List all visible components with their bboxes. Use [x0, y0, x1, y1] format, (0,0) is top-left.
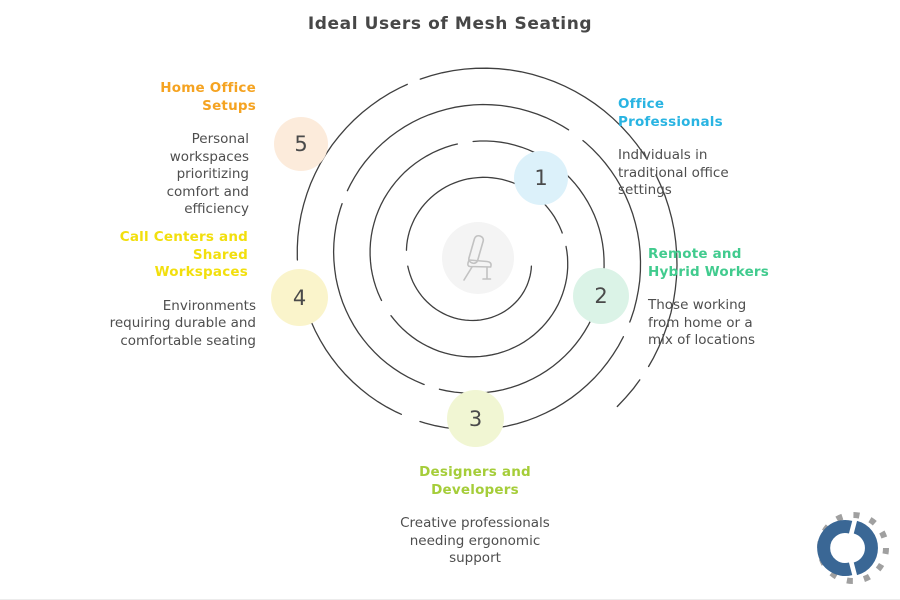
page-title: Ideal Users of Mesh Seating [307, 14, 593, 34]
center-node [442, 222, 514, 294]
label-remote-hybrid-workers [648, 246, 793, 350]
logo-left-arc [824, 527, 851, 570]
label-call-centers-shared-workspaces [108, 229, 256, 350]
label-designers-developers [395, 464, 555, 568]
step-number: 1 [534, 166, 548, 190]
item-description: Environments requiring durable and comfortable seating [109, 297, 256, 349]
label-home-office-setups [141, 80, 256, 219]
item-title: Designers and Developers [419, 464, 531, 498]
item-title: Office Professionals [618, 96, 723, 130]
step-bubble-2 [573, 268, 629, 324]
step-bubble-3 [447, 390, 504, 447]
step-number: 3 [468, 406, 483, 431]
bubble-tail [318, 265, 332, 279]
brand-logo [812, 506, 894, 590]
bubble-tail [508, 195, 522, 209]
step-bubble-4 [271, 269, 328, 326]
step-bubble-1 [514, 151, 568, 205]
label-office-professionals [618, 96, 746, 200]
step-number: 4 [292, 285, 307, 310]
bubble-tail [469, 374, 483, 388]
bubble-tail [568, 265, 582, 279]
item-description: Personal workspaces prioritizing comfort and efficiency [166, 131, 249, 217]
item-description: Those working from home or a mix of locations [648, 297, 756, 348]
item-title: Call Centers and Shared Workspaces [119, 229, 248, 280]
step-number: 5 [294, 132, 308, 156]
step-number: 2 [594, 284, 608, 308]
step-bubble-5 [274, 117, 328, 171]
item-title: Home Office Setups [160, 80, 256, 114]
item-description: Individuals in traditional office settings [618, 147, 729, 198]
chair-icon [442, 222, 514, 294]
logo-right-arc [855, 527, 871, 569]
item-description: Creative professionals needing ergonomic support [400, 515, 550, 566]
item-title: Remote and Hybrid Workers [648, 246, 770, 280]
bubble-tail [341, 184, 350, 193]
